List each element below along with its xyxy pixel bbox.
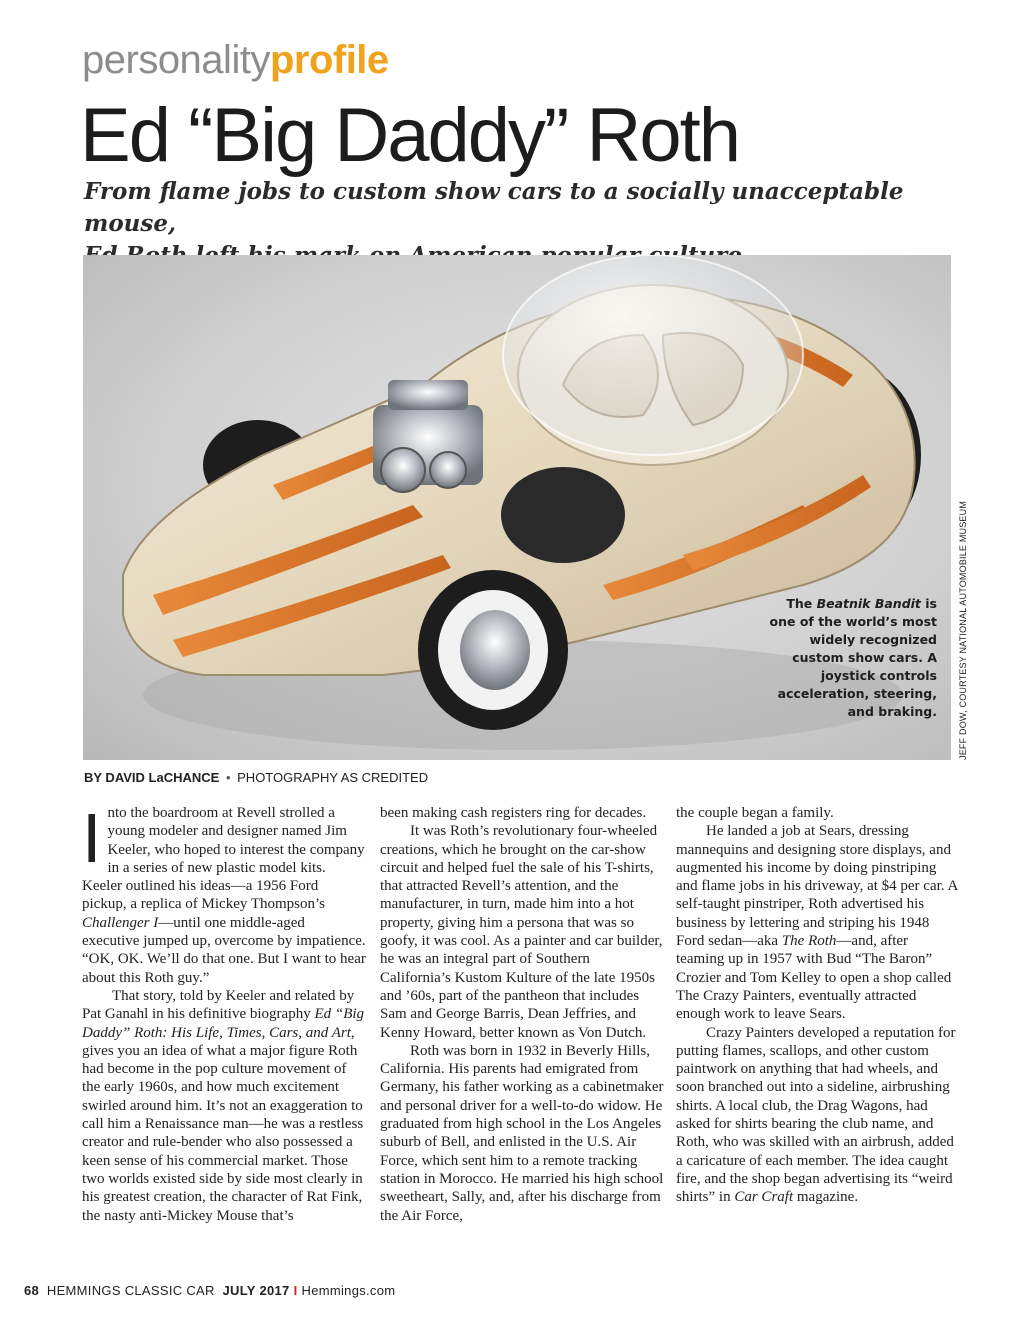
issue-date: JULY 2017 xyxy=(222,1283,290,1298)
photo-credit xyxy=(958,500,972,760)
col1-p1-em: Challenger I xyxy=(82,914,159,931)
col1-p1-text-b: —until one middle-aged executive jumped up, overcome by impatience. “OK, OK. We’ll do that one. But I want to hear about this Roth guy.” xyxy=(82,914,366,986)
col1-paragraph-1 xyxy=(82,799,366,987)
page-number: 68 xyxy=(24,1283,40,1298)
col2-paragraph-1: been making cash registers ring for decades. xyxy=(380,805,647,821)
col1-paragraph-2 xyxy=(82,987,366,1225)
engine-bay xyxy=(501,467,625,563)
col3-paragraph-3 xyxy=(676,1024,960,1207)
website: Hemmings.com xyxy=(301,1283,396,1298)
section-label-light: personality xyxy=(82,38,270,82)
photo-credit-text: JEFF DOW, COURTESY NATIONAL AUTOMOBILE MUSEUM xyxy=(958,500,968,760)
drop-cap: I xyxy=(82,799,102,877)
col3-p2-text-b: —and, after teaming up in 1957 with Bud “The Baron” Crozier and Tom Kelley to open a shop called The Crazy Painters, eventually attracted enough work to leave Sears. xyxy=(676,933,952,1023)
byline-author: BY DAVID LaCHANCE xyxy=(84,770,220,785)
col2-paragraph-2: It was Roth’s revolutionary four-wheeled creations, which he brought on the car-show circuit and helped fuel the sale of his T-shirts, that attracted Revell’s attention, and the manufacturer, in turn, made him into a hot property, giving him a persona that was so goofy, it was cool. As a painter and car builder, he was an integral part of Southern California’s Kustom Kulture of the late 1950s and ’60s, part of the pantheon that includes Sam and George Barris, Dean Jeffries, and Kenny Howard, better known as Von Dutch. xyxy=(380,823,663,1041)
article-title: Ed “Big Daddy” Roth xyxy=(80,93,739,178)
col3-p3-text-b: magazine. xyxy=(793,1189,859,1206)
page-footer xyxy=(24,1283,395,1298)
col3-paragraph-1: the couple began a family. xyxy=(676,805,834,821)
col3-p3-text-a: Crazy Painters developed a reputation for putting flames, scallops, and other custom paintwork on anything that had wheels, and soon branched out into a sideline, airbrushing shirts. A local club, the Drag Wagons, had asked for shirts bearing the club name, and Roth, who was skilled with an airbrush, added a caricature of each member. The idea caught fire, and the shop began advertising its “weird shirts” in xyxy=(676,1024,956,1206)
col3-p3-em: Car Craft xyxy=(734,1189,794,1206)
col3-paragraph-2 xyxy=(676,822,960,1023)
col3-p2-em: The Roth xyxy=(781,933,837,950)
section-label xyxy=(82,38,389,83)
caption-car-name: Beatnik Bandit xyxy=(816,596,921,611)
col2-paragraph-3: Roth was born in 1932 in Beverly Hills, California. His parents had emigrated from Germany, his father working as a cabinetmaker and personal driver for a well-to-do widow. He graduated from high school in the Los Angeles suburb of Bell, and enlisted in the U.S. Air Force, which sent him to a remote tracking station in Morocco. He married his high school sweetheart, Sally, and, after his discharge from the Air Force, xyxy=(380,1042,664,1224)
footer-separator: I xyxy=(293,1283,298,1298)
magazine-name: HEMMINGS CLASSIC CAR xyxy=(46,1283,215,1298)
caption-post: is one of the world’s most widely recognized custom show cars. A joystick controls acceleration, steering, and braking. xyxy=(769,596,937,719)
column-3 xyxy=(676,804,960,1207)
col1-p2-text-b: , gives you an idea of what a major figure Roth had become in the pop culture movement of the early 1960s, and how much excitement swirled around him. It’s not an exaggeration to call him a Renaissance man—he was a restless creator and rule-bender who also possessed a keen sense of his commercial market. Those two worlds existed side by side most clearly in his greatest creation, the character of Rat Fink, the nasty anti-Mickey Mouse that’s xyxy=(82,1024,364,1224)
column-2 xyxy=(380,804,664,1225)
byline-separator: • xyxy=(225,770,231,785)
hero-photo xyxy=(83,255,951,760)
col3-p2-text-a: He landed a job at Sears, dressing mannequins and designing store displays, and augmented his income by doing pinstriping and flame jobs in his driveway, at $4 per car. A self-taught pinstriper, Roth advertised his business by lettering and striping his 1948 Ford sedan—aka xyxy=(676,823,958,950)
front-wheel xyxy=(418,570,568,730)
byline-photos: PHOTOGRAPHY AS CREDITED xyxy=(237,770,429,785)
chrome-engine xyxy=(373,380,483,492)
col1-p2-em: Ed “Big Daddy” Roth: His Life, Times, Cars, and Art xyxy=(82,1006,365,1041)
deck-line-1: From flame jobs to custom show cars to a socially unacceptable mouse, xyxy=(84,178,904,237)
column-1 xyxy=(82,799,366,1225)
col1-p1-text-a: nto the boardroom at Revell strolled a young modeler and designer named Jim Keeler, who hoped to interest the company in a series of new plastic model kits. Keeler outlined his ideas—a 1956 Ford pickup, a replica of Mickey Thompson’s xyxy=(82,805,365,913)
byline xyxy=(84,770,428,785)
section-label-bold: profile xyxy=(269,38,389,82)
caption-pre: The xyxy=(786,596,817,611)
col1-p2-text-a: That story, told by Keeler and related by Pat Ganahl in his definitive biography xyxy=(82,987,355,1023)
photo-caption xyxy=(767,595,937,721)
